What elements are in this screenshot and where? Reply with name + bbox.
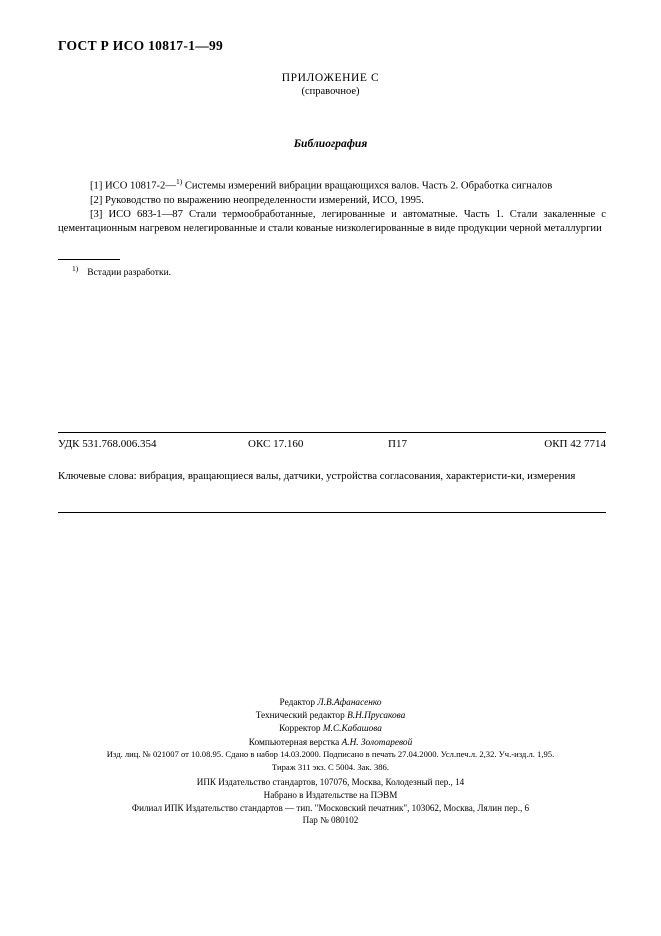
footnote-ref: 1) bbox=[175, 177, 183, 186]
keywords-text: вибрация, вращающиеся валы, датчики, устройства согласования, характеристи-ки, измерения bbox=[139, 470, 576, 482]
publisher-line: ИПК Издательство стандартов, 107076, Москва, Колодезный пер., 14 bbox=[196, 777, 465, 787]
colophon-name: А.Н. Золотаревой bbox=[341, 737, 413, 748]
ref-text: ИСО 10817-2— bbox=[105, 180, 176, 192]
classification-codes-row bbox=[58, 438, 606, 450]
footnote-text: Встадии разработки. bbox=[87, 268, 172, 279]
ref-text-rest: Системы измерений вибрации вращающихся валов. Часть 2. Обработка сигналов bbox=[184, 180, 553, 192]
p-code: П17 bbox=[388, 438, 407, 450]
appendix-title: ПРИЛОЖЕНИЕ С bbox=[281, 72, 380, 84]
ref-text: ИСО 683-1—87 Стали термообработанные, легированные и автоматные. Часть 1. Стали закаленные с цементационным нагревом нелегированные и стали кованые низколегированные в виде продукции черной металлургии bbox=[58, 209, 606, 235]
print-info-line: Изд. лиц. № 021007 от 10.08.95. Сдано в набор 14.03.2000. Подписано в печать 27.04.2000. Усл.печ.л. 2,32. Уч.-изд.л. 1,95. bbox=[106, 749, 555, 759]
keywords-block bbox=[58, 469, 606, 484]
print-info-block bbox=[0, 748, 661, 773]
footnote-divider bbox=[58, 259, 120, 260]
list-item bbox=[58, 208, 606, 237]
standard-number-header: ГОСТ Р ИСО 10817-1—99 bbox=[58, 38, 224, 53]
okp-code: ОКП 42 7714 bbox=[544, 438, 606, 450]
colophon-line bbox=[0, 710, 661, 723]
ref-marker: [2] bbox=[90, 194, 103, 206]
publisher-line: Пар № 080102 bbox=[302, 815, 359, 826]
colophon-role: Технический редактор bbox=[255, 711, 345, 722]
appendix-heading-block bbox=[0, 72, 661, 97]
colophon-name: В.Н.Прусакова bbox=[347, 711, 406, 722]
appendix-subtitle: (справочное) bbox=[301, 86, 360, 97]
oks-code: ОКС 17.160 bbox=[248, 438, 304, 450]
colophon-role: Редактор bbox=[279, 698, 316, 708]
ref-text: Руководство по выражению неопределенности измерений, ИСО, 1995. bbox=[105, 194, 424, 206]
list-item bbox=[58, 175, 606, 194]
colophon-line bbox=[0, 697, 661, 710]
ref-marker: [3] bbox=[90, 209, 103, 221]
bibliography-list bbox=[58, 175, 606, 237]
colophon-name: Л.В.Афанасенко bbox=[317, 698, 382, 708]
print-info-line: Тираж 311 экз. С 5004. Зак. 386. bbox=[272, 761, 389, 772]
colophon-line bbox=[0, 723, 661, 736]
publisher-line: Филиал ИПК Издательство стандартов — тип. "Московский печатник", 103062, Москва, Лялин пер., 6 bbox=[131, 802, 530, 813]
colophon-role: Компьютерная верстка bbox=[248, 737, 340, 748]
udk-code: УДК 531.768.006.354 bbox=[58, 438, 157, 450]
colophon-name: М.С.Кабашова bbox=[322, 724, 382, 735]
footnote bbox=[72, 264, 171, 278]
bibliography-heading: Библиография bbox=[293, 138, 368, 150]
publisher-line: Набрано в Издательстве на ПЭВМ bbox=[263, 789, 398, 800]
ref-marker: [1] bbox=[90, 180, 103, 192]
footnote-marker: 1) bbox=[72, 264, 79, 273]
publisher-block bbox=[0, 776, 661, 827]
divider-top bbox=[58, 432, 606, 433]
colophon-block bbox=[0, 697, 661, 750]
keywords-label: Ключевые слова: bbox=[58, 470, 137, 482]
list-item bbox=[58, 194, 606, 208]
divider-bottom bbox=[58, 512, 606, 513]
colophon-role: Корректор bbox=[279, 724, 321, 735]
